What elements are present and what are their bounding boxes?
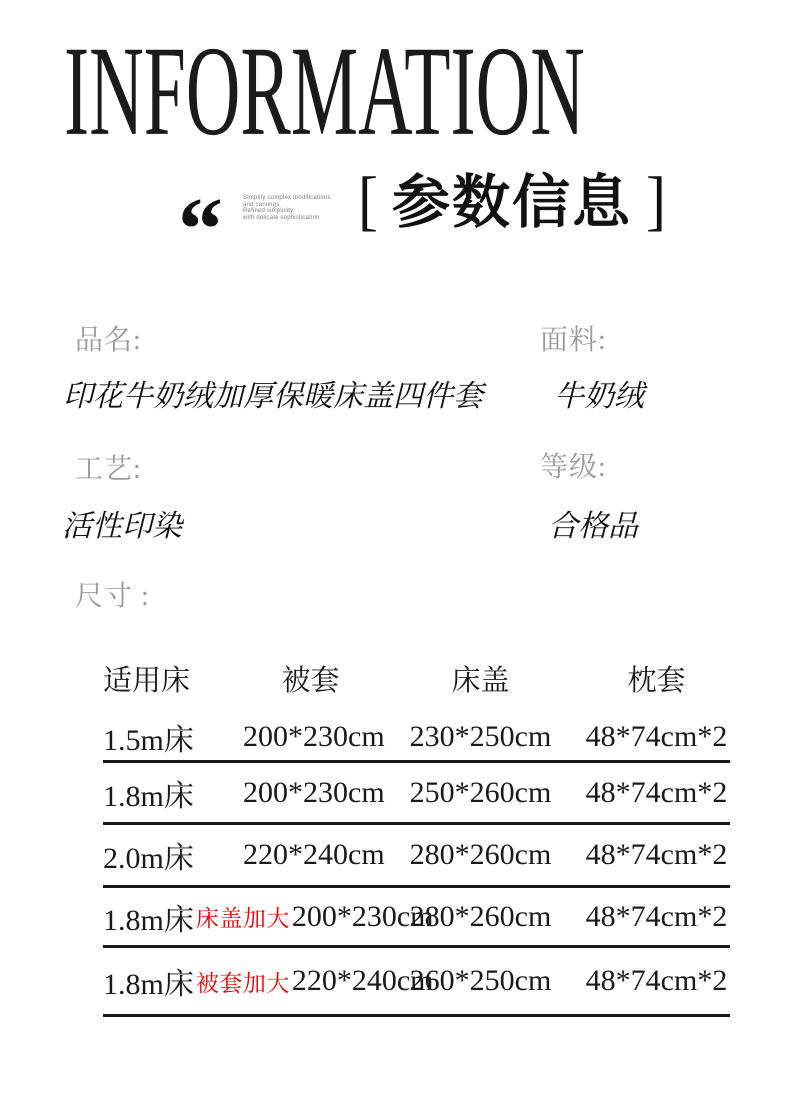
red-note: 被套加大 bbox=[195, 970, 290, 996]
section-title bbox=[358, 160, 666, 244]
size-row-1.8m bbox=[103, 763, 730, 825]
size-table-header-row bbox=[103, 642, 730, 714]
header-pillowcase: 枕套 bbox=[627, 664, 686, 697]
fabric-value: 牛奶绒 bbox=[554, 380, 644, 413]
tagline-line-3: Refined simplicity bbox=[243, 208, 294, 214]
pillow-size: 48*74cm*2 bbox=[585, 964, 728, 997]
header-bed: 适用床 bbox=[103, 664, 191, 697]
cover-size: 280*260cm bbox=[409, 899, 552, 933]
size-row-1.8m-larger-cover bbox=[103, 888, 730, 948]
red-note: 床盖加大 bbox=[195, 906, 290, 931]
size-section-label: 尺寸 : bbox=[75, 581, 150, 612]
product-name-value: 印花牛奶绒加厚保暖床盖四件套 bbox=[63, 380, 483, 413]
tagline-line-4: with delicate sophistication bbox=[243, 214, 320, 221]
tagline bbox=[243, 195, 331, 221]
header-bed-cover: 床盖 bbox=[451, 664, 510, 697]
section-title-text: 参数信息 bbox=[391, 170, 632, 235]
grade-value: 合格品 bbox=[548, 510, 638, 543]
quote-icon: “ bbox=[178, 180, 223, 279]
size-row-1.5m bbox=[103, 714, 730, 763]
close-bracket: ] bbox=[646, 163, 666, 237]
size-table bbox=[103, 642, 730, 1017]
bed-size: 1.5m床 bbox=[103, 724, 194, 757]
pillow-size: 48*74cm*2 bbox=[585, 775, 728, 809]
pillow-size: 48*74cm*2 bbox=[585, 899, 728, 933]
bed-size: 1.8m床 bbox=[103, 779, 194, 813]
size-row-2.0m bbox=[103, 825, 730, 888]
duvet-size: 220*240cm bbox=[243, 838, 385, 871]
cover-size: 250*260cm bbox=[409, 775, 552, 809]
duvet-size: 200*230cm bbox=[243, 775, 385, 809]
information-logotype: INFORMATION bbox=[64, 20, 585, 163]
craft-value: 活性印染 bbox=[62, 510, 182, 543]
fabric-label: 面料: bbox=[540, 325, 607, 356]
cover-size: 230*250cm bbox=[409, 720, 552, 753]
bed-size: 1.8m床 bbox=[103, 903, 194, 937]
pillow-size: 48*74cm*2 bbox=[585, 838, 728, 871]
tagline-line-1: Simplify complex modifications bbox=[243, 195, 331, 201]
tagline-line-2: and carvings bbox=[243, 201, 280, 208]
duvet-size: 200*230cm bbox=[291, 899, 434, 933]
duvet-size: 220*240cm bbox=[291, 964, 434, 997]
size-row-1.8m-larger-duvet bbox=[103, 948, 730, 1017]
grade-label: 等级: bbox=[540, 452, 607, 483]
cover-size: 260*250cm bbox=[409, 964, 552, 997]
craft-label: 工艺: bbox=[75, 454, 142, 485]
bed-size: 1.8m床 bbox=[103, 968, 194, 1001]
product-name-label: 品名: bbox=[75, 325, 142, 356]
bed-size-with-note bbox=[103, 959, 434, 1003]
open-bracket: [ bbox=[358, 163, 378, 237]
cover-size: 280*260cm bbox=[409, 838, 552, 871]
bed-size: 2.0m床 bbox=[103, 842, 194, 875]
duvet-size: 200*230cm bbox=[243, 720, 385, 753]
header-duvet-cover: 被套 bbox=[281, 664, 340, 697]
pillow-size: 48*74cm*2 bbox=[585, 720, 728, 753]
bed-size-with-note bbox=[103, 895, 434, 939]
